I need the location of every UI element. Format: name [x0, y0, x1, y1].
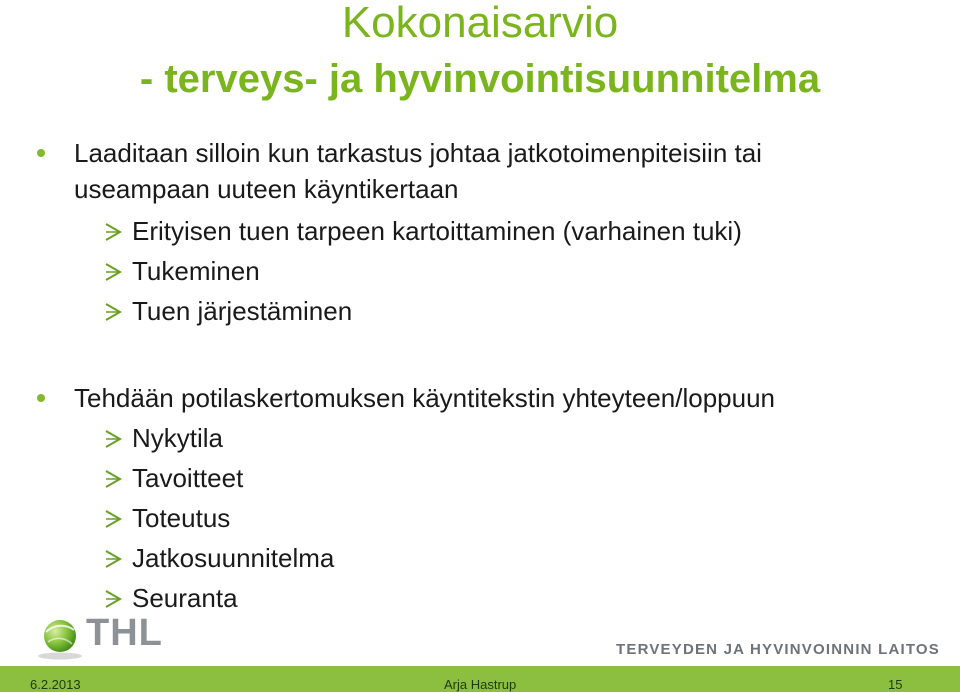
- page-title: Kokonaisarvio: [341, 0, 619, 47]
- arrow-bullet-icon: [104, 510, 122, 528]
- arrow-bullet-icon: [104, 590, 122, 608]
- sub-item-label: Tuen järjestäminen: [132, 296, 353, 326]
- footer-page-number: 15: [888, 677, 903, 692]
- sub-item-label: Seuranta: [132, 583, 238, 613]
- arrow-bullet-icon: [104, 303, 122, 321]
- bullet-text-line: Laaditaan silloin kun tarkastus johtaa jatkotoimenpiteisiin tai: [74, 138, 762, 168]
- arrow-bullet-icon: [104, 263, 122, 281]
- organization-name: TERVEYDEN JA HYVINVOINNIN LAITOS: [616, 641, 941, 658]
- sub-item-label: Erityisen tuen tarpeen kartoittaminen (varhainen tuki): [132, 216, 742, 246]
- arrow-bullet-icon: [104, 223, 122, 241]
- page-subtitle: - terveys- ja hyvinvointisuunnitelma: [139, 57, 821, 101]
- footer-date: 6.2.2013: [30, 677, 81, 692]
- footer-author: Arja Hastrup: [444, 677, 517, 692]
- arrow-bullet-icon: [104, 470, 122, 488]
- bullet-dot-icon: [37, 149, 45, 157]
- bullet-dot-icon: [37, 394, 45, 402]
- sub-item-label: Tavoitteet: [132, 463, 244, 493]
- logo-text: THL: [86, 612, 163, 654]
- sub-item-label: Tukeminen: [132, 256, 260, 286]
- arrow-bullet-icon: [104, 550, 122, 568]
- sub-item-label: Jatkosuunnitelma: [132, 543, 335, 573]
- arrow-bullet-icon: [104, 430, 122, 448]
- sub-item-label: Nykytila: [132, 423, 224, 453]
- sub-item-label: Toteutus: [132, 503, 231, 533]
- bullet-text-line: Tehdään potilaskertomuksen käyntitekstin yhteyteen/loppuun: [74, 383, 775, 413]
- bullet-text-line: useampaan uuteen käyntikertaan: [74, 174, 459, 204]
